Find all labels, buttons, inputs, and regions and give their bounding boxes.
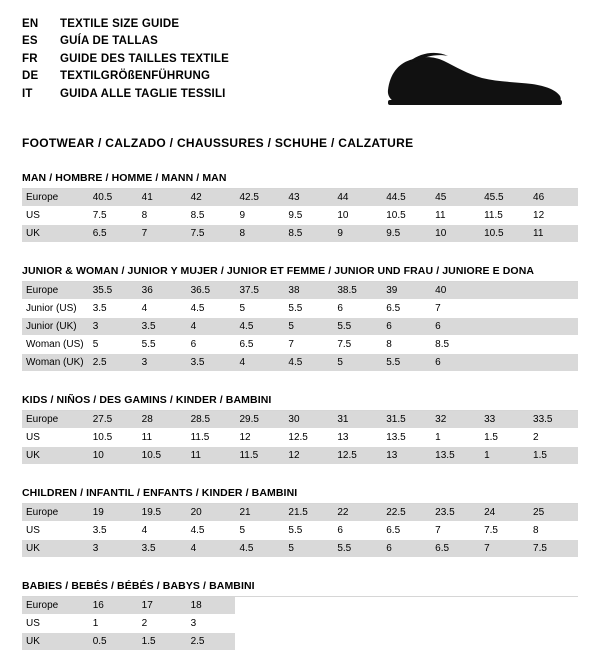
size-table xyxy=(22,282,578,372)
cell xyxy=(529,300,578,318)
cell: 4.5 xyxy=(235,540,284,558)
cell: 4 xyxy=(187,540,236,558)
section-man xyxy=(22,172,578,243)
cell: 5 xyxy=(284,318,333,336)
cell: 1 xyxy=(431,429,480,447)
table-row xyxy=(22,447,578,465)
cell: 43 xyxy=(284,189,333,207)
section-babies xyxy=(22,580,578,651)
language-title: TEXTILE SIZE GUIDE xyxy=(60,18,180,30)
cell: 6.5 xyxy=(382,300,431,318)
cell: 2 xyxy=(138,615,187,633)
cell: 2 xyxy=(529,429,578,447)
cell: 1.5 xyxy=(138,633,187,651)
cell: 4 xyxy=(138,300,187,318)
row-label: US xyxy=(22,429,89,447)
cell: 29.5 xyxy=(235,411,284,429)
dress-shoe-icon xyxy=(380,34,570,112)
cell: 3.5 xyxy=(89,300,138,318)
cell: 13.5 xyxy=(431,447,480,465)
cell: 6 xyxy=(431,318,480,336)
cell: 9 xyxy=(333,225,382,243)
cell: 19.5 xyxy=(138,504,187,522)
language-title: GUÍA DE TALLAS xyxy=(60,35,158,48)
cell: 45.5 xyxy=(480,189,529,207)
cell: 35.5 xyxy=(89,282,138,300)
cell: 5 xyxy=(235,300,284,318)
cell: 7.5 xyxy=(529,540,578,558)
section-title: KIDS / NIÑOS / DES GAMINS / KINDER / BAMBINI xyxy=(22,394,578,411)
cell: 46 xyxy=(529,189,578,207)
row-label: Europe xyxy=(22,597,89,615)
cell: 4 xyxy=(187,318,236,336)
cell xyxy=(480,300,529,318)
document-header xyxy=(22,16,578,128)
table-row xyxy=(22,207,578,225)
cell: 31.5 xyxy=(382,411,431,429)
cell xyxy=(529,318,578,336)
cell xyxy=(480,282,529,300)
cell: 22 xyxy=(333,504,382,522)
cell: 3 xyxy=(187,615,236,633)
page-title: FOOTWEAR / CALZADO / CHAUSSURES / SCHUHE / CALZATURE xyxy=(22,136,414,150)
cell: 7 xyxy=(284,336,333,354)
cell: 6.5 xyxy=(431,540,480,558)
cell: 6 xyxy=(333,522,382,540)
cell: 8 xyxy=(138,207,187,225)
row-label: US xyxy=(22,522,89,540)
cell: 4 xyxy=(235,354,284,372)
cell: 12 xyxy=(235,429,284,447)
cell: 5.5 xyxy=(138,336,187,354)
table-row xyxy=(22,429,578,447)
cell: 5.5 xyxy=(333,318,382,336)
cell xyxy=(480,318,529,336)
cell: 10 xyxy=(333,207,382,225)
cell: 44 xyxy=(333,189,382,207)
cell: 13 xyxy=(382,447,431,465)
cell: 3.5 xyxy=(138,318,187,336)
cell: 16 xyxy=(89,597,138,615)
cell: 33 xyxy=(480,411,529,429)
size-table xyxy=(22,504,578,558)
language-code: EN xyxy=(22,18,39,30)
cell: 33.5 xyxy=(529,411,578,429)
cell: 3 xyxy=(89,318,138,336)
cell: 22.5 xyxy=(382,504,431,522)
cell: 6 xyxy=(382,540,431,558)
cell: 11 xyxy=(529,225,578,243)
cell: 7.5 xyxy=(89,207,138,225)
cell: 11.5 xyxy=(235,447,284,465)
language-title-list xyxy=(22,16,229,103)
cell: 42 xyxy=(187,189,236,207)
row-label: US xyxy=(22,615,89,633)
cell: 5 xyxy=(89,336,138,354)
cell: 6.5 xyxy=(382,522,431,540)
cell: 28.5 xyxy=(187,411,236,429)
cell: 7 xyxy=(431,522,480,540)
cell: 6 xyxy=(333,300,382,318)
language-title: GUIDE DES TAILLES TEXTILE xyxy=(60,52,229,65)
cell: 2.5 xyxy=(89,354,138,372)
language-row xyxy=(22,51,229,68)
section-children xyxy=(22,487,578,558)
table-row xyxy=(22,300,578,318)
cell: 30 xyxy=(284,411,333,429)
size-table xyxy=(22,411,578,465)
section-title: CHILDREN / INFANTIL / ENFANTS / KINDER / BAMBINI xyxy=(22,487,578,504)
cell: 13 xyxy=(333,429,382,447)
cell: 1.5 xyxy=(529,447,578,465)
cell: 9 xyxy=(235,207,284,225)
cell: 42.5 xyxy=(235,189,284,207)
section-title: MAN / HOMBRE / HOMME / MANN / MAN xyxy=(22,172,578,189)
table-row xyxy=(22,540,578,558)
table-row xyxy=(22,318,578,336)
cell: 11 xyxy=(187,447,236,465)
section-kids xyxy=(22,394,578,465)
cell: 7 xyxy=(431,300,480,318)
cell: 0.5 xyxy=(89,633,138,651)
cell: 28 xyxy=(138,411,187,429)
language-title: TEXTILGRÖßENFÜHRUNG xyxy=(60,70,211,83)
cell: 5 xyxy=(235,522,284,540)
cell: 6.5 xyxy=(235,336,284,354)
cell: 5 xyxy=(284,540,333,558)
row-label: Europe xyxy=(22,411,89,429)
row-label: Europe xyxy=(22,504,89,522)
cell-empty xyxy=(235,633,578,651)
section-title: BABIES / BEBÉS / BÉBÉS / BABYS / BAMBINI xyxy=(22,580,578,597)
cell: 5.5 xyxy=(382,354,431,372)
cell: 38.5 xyxy=(333,282,382,300)
cell: 4.5 xyxy=(187,300,236,318)
cell: 9.5 xyxy=(382,225,431,243)
language-row xyxy=(22,68,229,85)
cell: 12 xyxy=(284,447,333,465)
cell: 40 xyxy=(431,282,480,300)
cell xyxy=(480,354,529,372)
cell: 4.5 xyxy=(235,318,284,336)
cell xyxy=(529,336,578,354)
table-row xyxy=(22,189,578,207)
row-label: Junior (UK) xyxy=(22,318,89,336)
table-row xyxy=(22,633,578,651)
language-row xyxy=(22,33,229,50)
cell: 3.5 xyxy=(138,540,187,558)
row-label: UK xyxy=(22,447,89,465)
language-title: GUIDA ALLE TAGLIE TESSILI xyxy=(60,87,226,100)
table-row xyxy=(22,336,578,354)
language-code: DE xyxy=(22,70,39,83)
table-row xyxy=(22,354,578,372)
cell: 40.5 xyxy=(89,189,138,207)
cell: 8.5 xyxy=(431,336,480,354)
cell: 4.5 xyxy=(284,354,333,372)
cell xyxy=(529,282,578,300)
language-code: FR xyxy=(22,52,38,65)
cell: 19 xyxy=(89,504,138,522)
cell: 39 xyxy=(382,282,431,300)
cell: 32 xyxy=(431,411,480,429)
cell: 3 xyxy=(138,354,187,372)
language-row xyxy=(22,86,229,103)
cell: 6 xyxy=(431,354,480,372)
cell: 20 xyxy=(187,504,236,522)
cell: 8.5 xyxy=(187,207,236,225)
cell: 12 xyxy=(529,207,578,225)
language-row xyxy=(22,16,229,33)
cell xyxy=(529,354,578,372)
size-table xyxy=(22,189,578,243)
cell: 9.5 xyxy=(284,207,333,225)
cell: 31 xyxy=(333,411,382,429)
cell: 6 xyxy=(187,336,236,354)
cell: 6.5 xyxy=(89,225,138,243)
section-junior-woman xyxy=(22,265,578,372)
cell: 11.5 xyxy=(187,429,236,447)
cell-empty xyxy=(235,615,578,633)
cell: 3.5 xyxy=(89,522,138,540)
cell: 24 xyxy=(480,504,529,522)
cell: 10.5 xyxy=(382,207,431,225)
cell: 5.5 xyxy=(284,522,333,540)
cell: 1 xyxy=(480,447,529,465)
cell: 10.5 xyxy=(138,447,187,465)
cell: 1.5 xyxy=(480,429,529,447)
cell: 7 xyxy=(480,540,529,558)
cell: 10 xyxy=(89,447,138,465)
cell: 10.5 xyxy=(480,225,529,243)
cell: 7.5 xyxy=(187,225,236,243)
cell: 4.5 xyxy=(187,522,236,540)
cell: 45 xyxy=(431,189,480,207)
cell: 12.5 xyxy=(333,447,382,465)
cell: 21.5 xyxy=(284,504,333,522)
cell: 11 xyxy=(138,429,187,447)
cell: 25 xyxy=(529,504,578,522)
cell: 8 xyxy=(235,225,284,243)
row-label: UK xyxy=(22,225,89,243)
cell: 11.5 xyxy=(480,207,529,225)
cell: 8.5 xyxy=(284,225,333,243)
cell: 27.5 xyxy=(89,411,138,429)
cell: 5.5 xyxy=(333,540,382,558)
row-label: Europe xyxy=(22,189,89,207)
cell: 18 xyxy=(187,597,236,615)
language-code: IT xyxy=(22,87,33,100)
cell: 6 xyxy=(382,318,431,336)
cell: 44.5 xyxy=(382,189,431,207)
table-row xyxy=(22,504,578,522)
cell: 7.5 xyxy=(480,522,529,540)
table-row xyxy=(22,411,578,429)
table-row xyxy=(22,225,578,243)
cell: 17 xyxy=(138,597,187,615)
cell: 10 xyxy=(431,225,480,243)
cell xyxy=(480,336,529,354)
cell: 12.5 xyxy=(284,429,333,447)
cell: 4 xyxy=(138,522,187,540)
row-label: UK xyxy=(22,540,89,558)
cell: 13.5 xyxy=(382,429,431,447)
table-row xyxy=(22,615,578,633)
cell: 41 xyxy=(138,189,187,207)
cell: 2.5 xyxy=(187,633,236,651)
cell: 5 xyxy=(333,354,382,372)
cell: 3.5 xyxy=(187,354,236,372)
table-row xyxy=(22,522,578,540)
row-label: UK xyxy=(22,633,89,651)
cell: 5.5 xyxy=(284,300,333,318)
table-row xyxy=(22,282,578,300)
row-label: Woman (UK) xyxy=(22,354,89,372)
language-code: ES xyxy=(22,35,38,48)
cell: 10.5 xyxy=(89,429,138,447)
cell: 1 xyxy=(89,615,138,633)
cell: 38 xyxy=(284,282,333,300)
cell: 11 xyxy=(431,207,480,225)
cell: 21 xyxy=(235,504,284,522)
size-table xyxy=(22,597,578,651)
cell: 3 xyxy=(89,540,138,558)
cell: 7.5 xyxy=(333,336,382,354)
cell: 37.5 xyxy=(235,282,284,300)
row-label: Junior (US) xyxy=(22,300,89,318)
cell: 23.5 xyxy=(431,504,480,522)
row-label: US xyxy=(22,207,89,225)
cell: 8 xyxy=(382,336,431,354)
cell: 7 xyxy=(138,225,187,243)
row-label: Europe xyxy=(22,282,89,300)
row-label: Woman (US) xyxy=(22,336,89,354)
cell: 36 xyxy=(138,282,187,300)
cell: 36.5 xyxy=(187,282,236,300)
section-title: JUNIOR & WOMAN / JUNIOR Y MUJER / JUNIOR ET FEMME / JUNIOR UND FRAU / JUNIORE E DONA xyxy=(22,265,578,282)
cell: 8 xyxy=(529,522,578,540)
